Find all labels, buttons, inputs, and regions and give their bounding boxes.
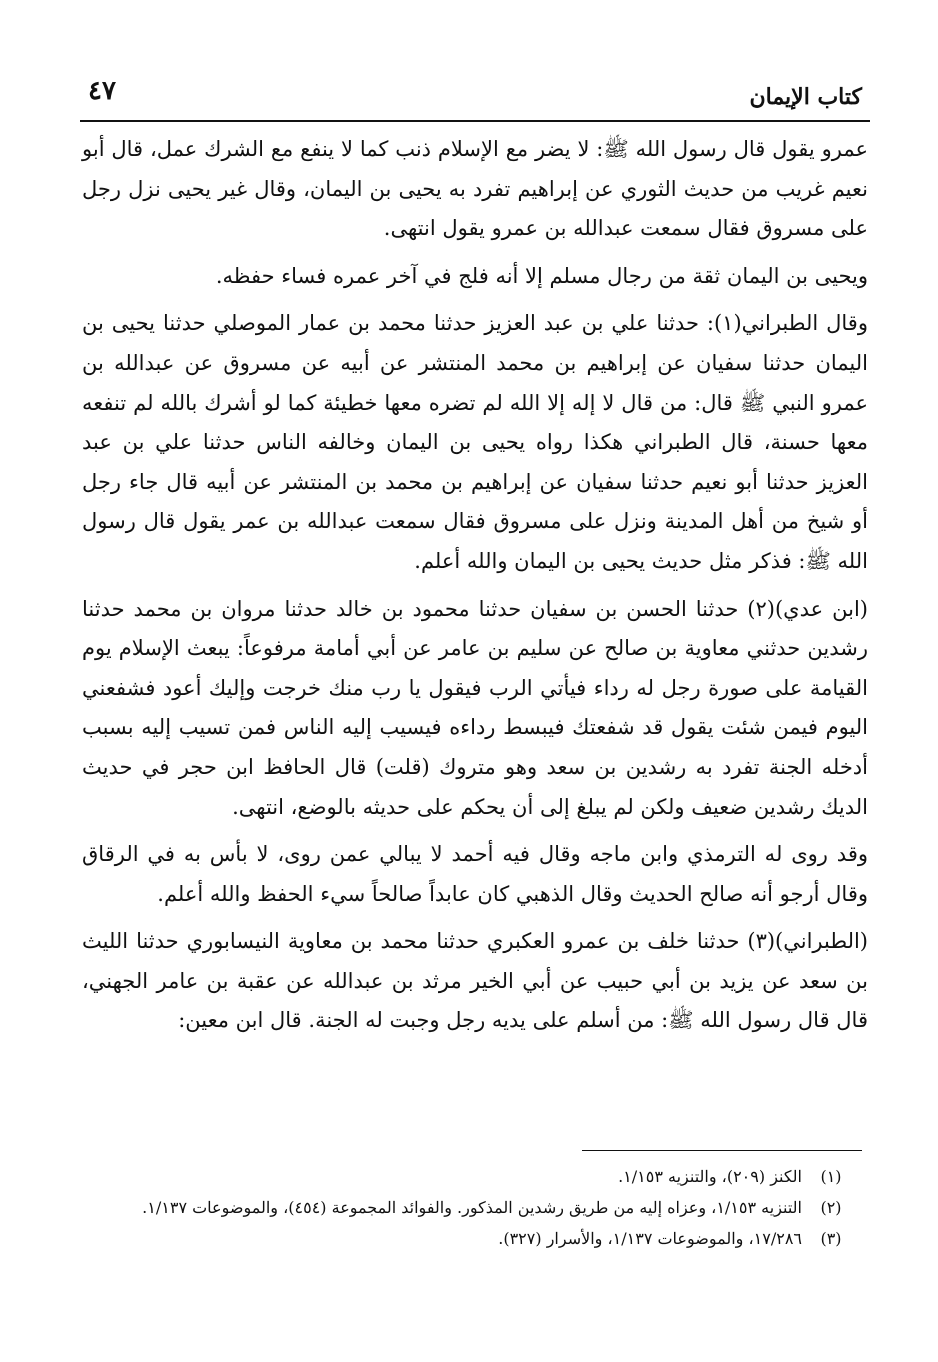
footnote-number: (١): [820, 1167, 842, 1186]
paragraph-1: عمرو يقول قال رسول الله ﷺ: لا يضر مع الإسلام ذنب كما لا ينفع مع الشرك عمل، قال أبو نعيم غريب من حديث الثوري عن إبراهيم تفرد به يحيى بن اليمان، وقال غير يحيى نزل رجل على مسروق فقال سمعت عبدالله بن عمرو يقول انتهى.: [82, 137, 868, 241]
footnote-number: (٢): [820, 1198, 842, 1217]
footnote-2: [80, 1194, 870, 1221]
footnote-separator: [582, 1150, 862, 1151]
footnote-text: التنزيه ١/١٥٣، وعزاه إليه من طريق رشدين المذكور. والفوائد المجموعة (٤٥٤)، والموضوعات ١/١٣٧.: [142, 1198, 802, 1217]
page-number: ٤٧: [88, 76, 116, 106]
footnote-1: [80, 1163, 870, 1190]
paragraph-6: (الطبراني)(٣) حدثنا خلف بن عمرو العكبري حدثنا محمد بن معاوية النيسابوري حدثنا الليث بن سعد عن يزيد بن أبي حبيب عن أبي الخير مرثد بن عبدالله عن عقبة بن عامر الجهني، قال قال رسول الله ﷺ: من أسلم على يديه رجل وجبت له الجنة. قال ابن معين:: [82, 929, 868, 1033]
paragraph-2: ويحيى بن اليمان ثقة من رجال مسلم إلا أنه فلج في آخر عمره فساء حفظه.: [215, 263, 868, 288]
paragraph-3: وقال الطبراني(١): حدثنا علي بن عبد العزيز حدثنا محمد بن عمار الموصلي حدثنا يحيى بن اليمان حدثنا سفيان عن إبراهيم بن محمد المنتشر عن أبيه عن مسروق عن عبدالله بن عمرو النبي ﷺ قال: من قال لا إله إلا الله لم تضره معها خطيئة كما لو أشرك بالله لم تنفعه معها حسنة، قال الطبراني هكذا رواه يحيى بن اليمان وخالفه الناس حدثنا علي بن عبد العزيز حدثنا أبو نعيم حدثنا سفيان عن إبراهيم بن محمد بن المنتشر عن أبيه قال جاء رجل أو شيخ من أهل المدينة ونزل على مسروق فقال سمعت عبدالله بن عمر يقول قال رسول الله ﷺ: فذكر مثل حديث يحيى بن اليمان والله أعلم.: [82, 311, 868, 573]
footnote-number: (٣): [820, 1229, 842, 1248]
footnote-3: [80, 1225, 870, 1252]
paragraph-5: وقد روى له الترمذي وابن ماجه وقال فيه أحمد لا يبالي عمن روى، لا بأس به في الرقاق وقال أرجو أنه صالح الحديث وقال الذهبي كان عابداً صالحاً سيء الحفظ والله أعلم.: [82, 842, 868, 906]
page-header: [80, 70, 870, 122]
page: [80, 70, 870, 1248]
main-text: [80, 130, 870, 1041]
paragraph-4: (ابن عدي)(٢) حدثنا الحسن بن سفيان حدثنا محمود بن خالد حدثنا مروان بن محمد حدثنا رشدين حدثني معاوية بن صالح عن سليم بن عامر عن أبي أمامة مرفوعاً: يبعث الإسلام يوم القيامة على صورة رجل له رداء فيأتي الرب فيقول يا رب منك خرجت وإليك أعود فشفعني اليوم فيمن شئت يقول قد شفعتك فيبسط رداءه فيسيب إليه الناس فمن تسيب إليه بسبب أدخله الجنة تفرد به رشدين بن سعد وهو متروك (قلت) قال الحافظ ابن حجر في حديث الديك رشدين ضعيف ولكن لم يبلغ إلى أن يحكم على حديثه بالوضع، انتهى.: [82, 596, 868, 819]
footnotes: [80, 1163, 870, 1256]
chapter-title: كتاب الإيمان: [749, 84, 862, 110]
footnote-text: ١٧/٢٨٦، والموضوعات ١/١٣٧، والأسرار (٣٢٧).: [498, 1229, 802, 1248]
footnote-text: الكنز (٢٠٩)، والتنزيه ١/١٥٣.: [618, 1167, 802, 1186]
